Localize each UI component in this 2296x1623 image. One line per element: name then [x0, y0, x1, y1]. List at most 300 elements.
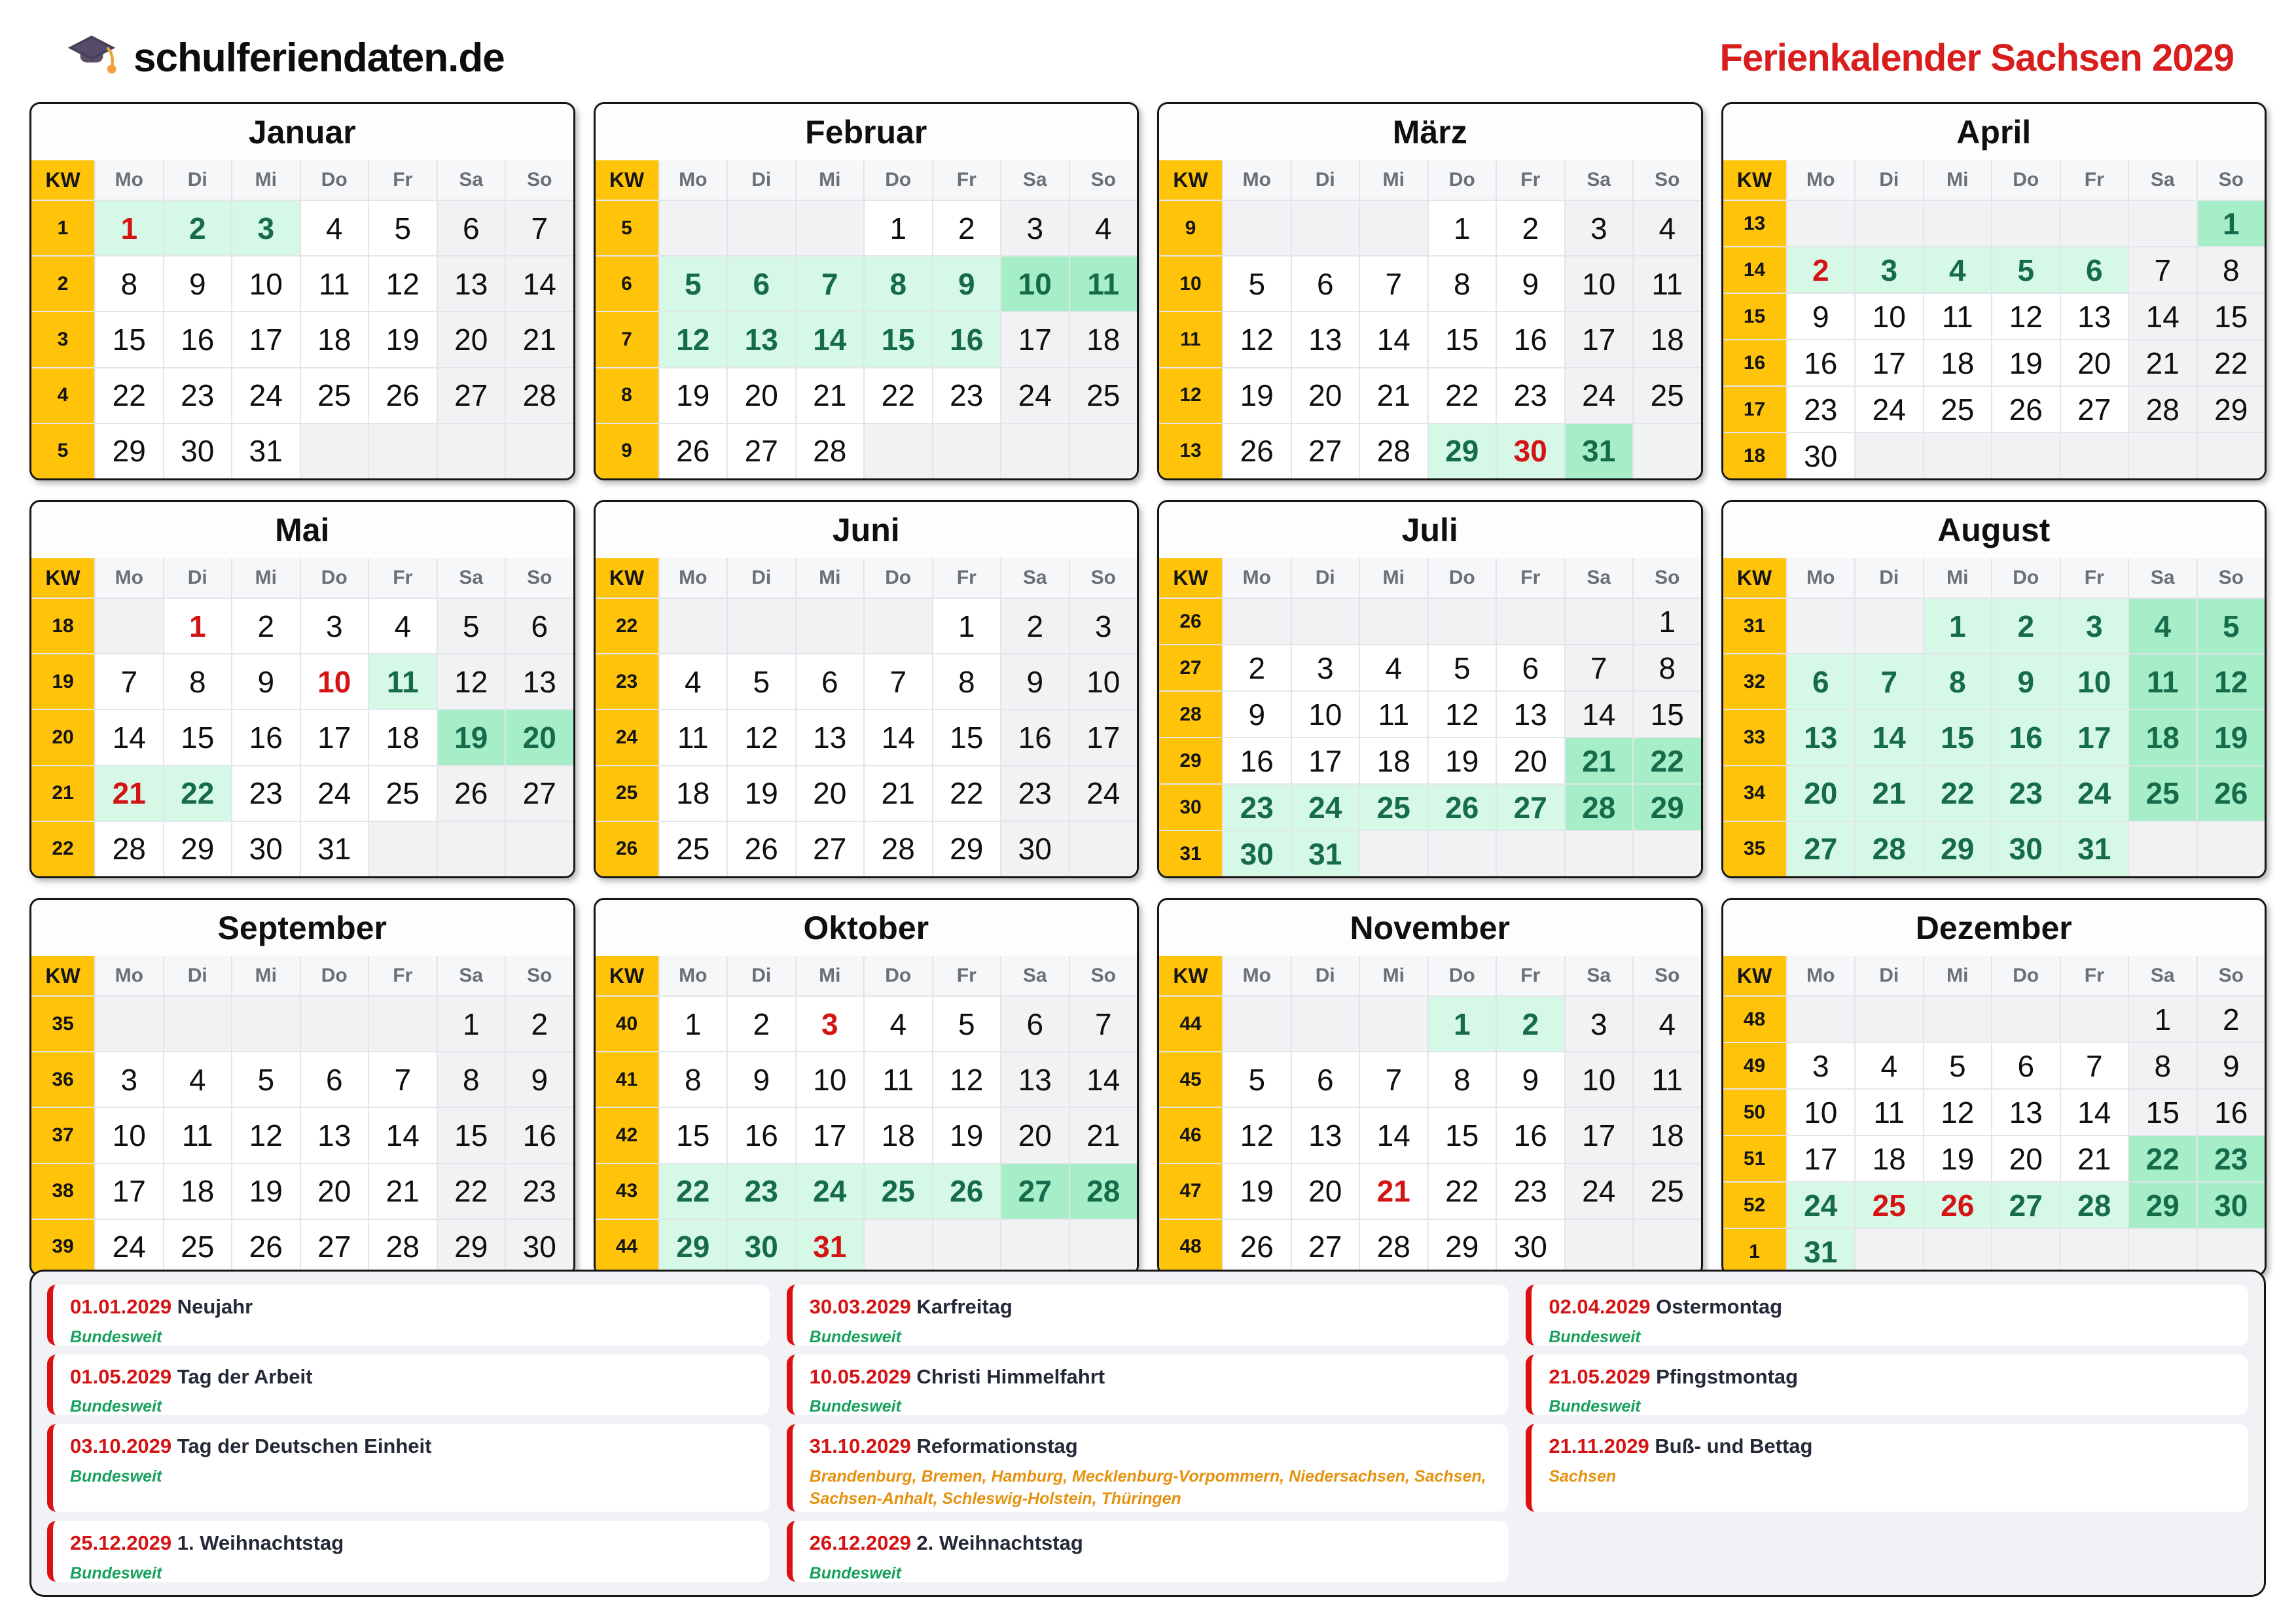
kw-header-cell: KW	[1159, 956, 1222, 995]
date-cell: 10	[1292, 692, 1359, 737]
date-cell: 13	[2061, 294, 2128, 339]
empty-cell	[96, 997, 163, 1051]
date-cell: 21	[1070, 1108, 1138, 1162]
holiday-title	[810, 1365, 1492, 1389]
date-cell: 3	[2061, 599, 2128, 653]
month-table	[596, 558, 1138, 876]
date-cell: 2	[232, 599, 300, 653]
empty-cell	[728, 599, 795, 653]
weekday-header-mi: Mi	[1360, 956, 1427, 995]
kw-cell: 5	[31, 424, 94, 478]
holiday-legend	[29, 1270, 2266, 1597]
date-cell: 30	[728, 1220, 795, 1274]
date-cell: 7	[506, 201, 573, 255]
weekday-header-di: Di	[728, 558, 795, 597]
weekday-header-fr: Fr	[933, 558, 1001, 597]
date-cell: 6	[1001, 997, 1069, 1051]
empty-cell	[96, 599, 163, 653]
month-marz	[1157, 102, 1703, 480]
date-cell: 28	[1360, 1220, 1427, 1274]
empty-cell	[865, 1220, 932, 1274]
date-cell: 14	[1360, 312, 1427, 366]
empty-cell	[1856, 1229, 1923, 1274]
weekday-header-mi: Mi	[1360, 558, 1427, 597]
date-cell: 12	[438, 654, 505, 709]
date-cell: 16	[1001, 710, 1069, 764]
kw-cell: 18	[1723, 433, 1786, 478]
empty-cell	[1856, 201, 1923, 246]
holiday-card	[1526, 1355, 2248, 1416]
empty-cell	[232, 997, 300, 1051]
date-cell: 6	[1992, 1043, 2060, 1088]
date-cell: 5	[2198, 599, 2265, 653]
month-table	[1159, 558, 1701, 876]
kw-cell: 9	[596, 424, 658, 478]
date-cell: 22	[1429, 1164, 1496, 1219]
kw-cell: 41	[596, 1052, 658, 1107]
empty-cell	[1360, 997, 1427, 1051]
date-cell: 12	[1429, 692, 1496, 737]
date-cell: 1	[660, 997, 727, 1051]
kw-header-cell: KW	[31, 956, 94, 995]
date-cell: 22	[2198, 340, 2265, 385]
holiday-name: Reformationstag	[910, 1435, 1078, 1458]
date-cell: 31	[1292, 831, 1359, 876]
date-cell: 15	[1429, 312, 1496, 366]
kw-cell: 31	[1723, 599, 1786, 653]
kw-cell: 20	[31, 710, 94, 764]
date-cell: 18	[1070, 312, 1138, 366]
empty-cell	[1856, 599, 1923, 653]
date-cell: 13	[1497, 692, 1564, 737]
date-cell: 19	[2198, 710, 2265, 764]
kw-cell: 17	[1723, 387, 1786, 432]
month-table	[596, 160, 1138, 478]
date-cell: 3	[1856, 247, 1923, 293]
date-cell: 23	[1001, 766, 1069, 821]
holiday-title	[70, 1531, 753, 1555]
empty-cell	[1924, 201, 1992, 246]
date-cell: 2	[1787, 247, 1855, 293]
site-logo[interactable]	[65, 31, 505, 84]
date-cell: 15	[438, 1108, 505, 1162]
date-cell: 14	[96, 710, 163, 764]
holiday-date: 02.04.2029	[1549, 1295, 1651, 1318]
holiday-region: Bundesweit	[70, 1564, 162, 1582]
date-cell: 16	[1223, 738, 1291, 783]
date-cell: 15	[933, 710, 1001, 764]
month-title: Oktober	[596, 900, 1138, 956]
date-cell: 22	[933, 766, 1001, 821]
date-cell: 19	[1223, 1164, 1291, 1219]
holiday-region: Bundesweit	[1549, 1327, 1641, 1346]
weekday-header-so: So	[1070, 956, 1138, 995]
kw-cell: 14	[1723, 247, 1786, 293]
date-cell: 23	[1497, 1164, 1564, 1219]
date-cell: 17	[232, 312, 300, 366]
date-cell: 2	[1992, 599, 2060, 653]
legend-empty-slot	[1526, 1521, 2248, 1582]
kw-cell: 48	[1723, 997, 1786, 1042]
date-cell: 6	[2061, 247, 2128, 293]
kw-cell: 35	[1723, 822, 1786, 876]
date-cell: 22	[1429, 368, 1496, 423]
empty-cell	[2129, 433, 2197, 478]
date-cell: 8	[164, 654, 232, 709]
empty-cell	[865, 424, 932, 478]
empty-cell	[301, 997, 368, 1051]
kw-cell: 32	[1723, 654, 1786, 709]
date-cell: 11	[2129, 654, 2197, 709]
date-cell: 10	[96, 1108, 163, 1162]
date-cell: 21	[96, 766, 163, 821]
empty-cell	[660, 599, 727, 653]
date-cell: 23	[1497, 368, 1564, 423]
empty-cell	[1787, 997, 1855, 1042]
date-cell: 16	[728, 1108, 795, 1162]
kw-cell: 49	[1723, 1043, 1786, 1088]
holiday-title	[70, 1295, 753, 1319]
date-cell: 6	[728, 257, 795, 311]
weekday-header-mi: Mi	[1924, 956, 1992, 995]
empty-cell	[1924, 1229, 1992, 1274]
date-cell: 3	[1292, 645, 1359, 690]
kw-cell: 31	[1159, 831, 1222, 876]
date-cell: 23	[1787, 387, 1855, 432]
date-cell: 16	[1787, 340, 1855, 385]
weekday-header-so: So	[506, 558, 573, 597]
date-cell: 19	[660, 368, 727, 423]
date-cell: 26	[1223, 424, 1291, 478]
month-title: September	[31, 900, 573, 956]
weekday-header-sa: Sa	[438, 558, 505, 597]
weekday-header-fr: Fr	[1497, 956, 1564, 995]
date-cell: 3	[1070, 599, 1138, 653]
date-cell: 16	[164, 312, 232, 366]
holiday-card	[47, 1355, 770, 1416]
date-cell: 30	[164, 424, 232, 478]
date-cell: 26	[728, 822, 795, 876]
date-cell: 22	[660, 1164, 727, 1219]
month-title: April	[1723, 104, 2265, 160]
holiday-name: Karfreitag	[910, 1295, 1013, 1318]
date-cell: 9	[506, 1052, 573, 1107]
empty-cell	[1070, 822, 1138, 876]
weekday-header-do: Do	[301, 160, 368, 200]
kw-cell: 4	[31, 368, 94, 423]
empty-cell	[2129, 822, 2197, 876]
kw-cell: 19	[31, 654, 94, 709]
month-mai	[29, 500, 575, 878]
holiday-region: Bundesweit	[70, 1327, 162, 1346]
date-cell: 19	[1992, 340, 2060, 385]
kw-cell: 1	[1723, 1229, 1786, 1274]
date-cell: 12	[1223, 1108, 1291, 1162]
date-cell: 14	[1070, 1052, 1138, 1107]
date-cell: 18	[1360, 738, 1427, 783]
date-cell: 17	[301, 710, 368, 764]
holiday-title	[810, 1435, 1492, 1458]
date-cell: 2	[1001, 599, 1069, 653]
date-cell: 8	[1924, 654, 1992, 709]
weekday-header-fr: Fr	[933, 160, 1001, 200]
month-table	[31, 956, 573, 1274]
date-cell: 21	[1360, 368, 1427, 423]
date-cell: 22	[2129, 1136, 2197, 1181]
kw-cell: 8	[596, 368, 658, 423]
date-cell: 15	[660, 1108, 727, 1162]
date-cell: 18	[301, 312, 368, 366]
date-cell: 25	[164, 1220, 232, 1274]
date-cell: 9	[1787, 294, 1855, 339]
date-cell: 7	[96, 654, 163, 709]
date-cell: 24	[1566, 1164, 1633, 1219]
holiday-date: 30.03.2029	[809, 1295, 911, 1318]
kw-header-cell: KW	[31, 160, 94, 200]
date-cell: 1	[1429, 997, 1496, 1051]
date-cell: 8	[1429, 1052, 1496, 1107]
date-cell: 10	[1566, 1052, 1633, 1107]
kw-cell: 48	[1159, 1220, 1222, 1274]
date-cell: 10	[1856, 294, 1923, 339]
date-cell: 17	[2061, 710, 2128, 764]
weekday-header-di: Di	[1292, 956, 1359, 995]
date-cell: 12	[369, 257, 437, 311]
empty-cell	[1497, 599, 1564, 644]
weekday-header-do: Do	[865, 956, 932, 995]
date-cell: 1	[1924, 599, 1992, 653]
date-cell: 28	[2061, 1183, 2128, 1228]
month-table	[1159, 956, 1701, 1274]
empty-cell	[1566, 599, 1633, 644]
holiday-name: Buß- und Bettag	[1649, 1435, 1813, 1458]
weekday-header-di: Di	[1856, 558, 1923, 597]
empty-cell	[369, 424, 437, 478]
kw-cell: 25	[596, 766, 658, 821]
weekday-header-mi: Mi	[232, 558, 300, 597]
weekday-header-sa: Sa	[2129, 558, 2197, 597]
date-cell: 2	[2198, 997, 2265, 1042]
date-cell: 28	[2129, 387, 2197, 432]
date-cell: 8	[660, 1052, 727, 1107]
weekday-header-di: Di	[164, 160, 232, 200]
holiday-region: Bundesweit	[70, 1467, 162, 1486]
weekday-header-di: Di	[164, 558, 232, 597]
kw-cell: 45	[1159, 1052, 1222, 1107]
date-cell: 7	[1070, 997, 1138, 1051]
date-cell: 25	[1360, 785, 1427, 830]
month-table	[31, 160, 573, 478]
date-cell: 24	[1566, 368, 1633, 423]
holiday-date: 25.12.2029	[70, 1531, 172, 1555]
weekday-header-di: Di	[728, 160, 795, 200]
date-cell: 22	[438, 1164, 505, 1219]
date-cell: 23	[164, 368, 232, 423]
date-cell: 28	[1360, 424, 1427, 478]
kw-cell: 47	[1159, 1164, 1222, 1219]
kw-cell: 22	[31, 822, 94, 876]
kw-cell: 44	[1159, 997, 1222, 1051]
date-cell: 4	[301, 201, 368, 255]
weekday-header-mo: Mo	[96, 956, 163, 995]
kw-cell: 39	[31, 1220, 94, 1274]
date-cell: 24	[1070, 766, 1138, 821]
empty-cell	[1856, 433, 1923, 478]
date-cell: 21	[369, 1164, 437, 1219]
empty-cell	[1924, 997, 1992, 1042]
date-cell: 23	[1223, 785, 1291, 830]
kw-cell: 11	[1159, 312, 1222, 366]
date-cell: 14	[797, 312, 864, 366]
date-cell: 27	[1787, 822, 1855, 876]
empty-cell	[1992, 997, 2060, 1042]
date-cell: 21	[797, 368, 864, 423]
empty-cell	[369, 997, 437, 1051]
kw-cell: 7	[596, 312, 658, 366]
date-cell: 9	[2198, 1043, 2265, 1088]
date-cell: 19	[369, 312, 437, 366]
kw-cell: 5	[596, 201, 658, 255]
date-cell: 3	[1787, 1043, 1855, 1088]
date-cell: 14	[369, 1108, 437, 1162]
date-cell: 26	[1992, 387, 2060, 432]
empty-cell	[1856, 997, 1923, 1042]
date-cell: 11	[865, 1052, 932, 1107]
empty-cell	[1223, 599, 1291, 644]
kw-cell: 43	[596, 1164, 658, 1219]
kw-header-cell: KW	[596, 160, 658, 200]
empty-cell	[1360, 831, 1427, 876]
date-cell: 4	[1360, 645, 1427, 690]
date-cell: 23	[933, 368, 1001, 423]
date-cell: 2	[1223, 645, 1291, 690]
kw-cell: 42	[596, 1108, 658, 1162]
date-cell: 20	[506, 710, 573, 764]
date-cell: 13	[1292, 1108, 1359, 1162]
date-cell: 14	[1360, 1108, 1427, 1162]
weekday-header-di: Di	[728, 956, 795, 995]
holiday-title	[1549, 1365, 2231, 1389]
empty-cell	[1566, 831, 1633, 876]
date-cell: 1	[438, 997, 505, 1051]
date-cell: 29	[1924, 822, 1992, 876]
holiday-name: Pfingstmontag	[1650, 1364, 1799, 1388]
site-logo-text: schulferiendaten.de	[134, 35, 505, 80]
date-cell: 8	[2198, 247, 2265, 293]
date-cell: 16	[1497, 312, 1564, 366]
date-cell: 17	[1292, 738, 1359, 783]
date-cell: 18	[1634, 1108, 1701, 1162]
month-dezember	[1721, 898, 2267, 1276]
date-cell: 29	[1429, 1220, 1496, 1274]
kw-header-cell: KW	[596, 558, 658, 597]
date-cell: 24	[797, 1164, 864, 1219]
kw-cell: 29	[1159, 738, 1222, 783]
weekday-header-mi: Mi	[797, 160, 864, 200]
date-cell: 25	[1070, 368, 1138, 423]
date-cell: 9	[1497, 1052, 1564, 1107]
date-cell: 7	[369, 1052, 437, 1107]
date-cell: 9	[164, 257, 232, 311]
date-cell: 16	[1497, 1108, 1564, 1162]
date-cell: 12	[1992, 294, 2060, 339]
empty-cell	[1429, 831, 1496, 876]
weekday-header-sa: Sa	[2129, 956, 2197, 995]
date-cell: 5	[369, 201, 437, 255]
date-cell: 27	[1001, 1164, 1069, 1219]
date-cell: 5	[1924, 1043, 1992, 1088]
date-cell: 17	[1856, 340, 1923, 385]
month-title: Mai	[31, 502, 573, 558]
empty-cell	[1429, 599, 1496, 644]
date-cell: 1	[1429, 201, 1496, 255]
date-cell: 5	[660, 257, 727, 311]
date-cell: 13	[301, 1108, 368, 1162]
date-cell: 22	[1924, 766, 1992, 821]
month-juni	[594, 500, 1139, 878]
empty-cell	[2198, 433, 2265, 478]
date-cell: 24	[1292, 785, 1359, 830]
date-cell: 15	[1429, 1108, 1496, 1162]
weekday-header-fr: Fr	[1497, 160, 1564, 200]
weekday-header-mo: Mo	[96, 558, 163, 597]
date-cell: 11	[301, 257, 368, 311]
kw-cell: 38	[31, 1164, 94, 1219]
date-cell: 11	[1070, 257, 1138, 311]
date-cell: 1	[1634, 599, 1701, 644]
date-cell: 20	[438, 312, 505, 366]
date-cell: 11	[369, 654, 437, 709]
holiday-date: 26.12.2029	[809, 1531, 911, 1555]
month-table	[1723, 956, 2265, 1274]
holiday-card	[47, 1521, 770, 1582]
month-september	[29, 898, 575, 1276]
date-cell: 2	[1497, 997, 1564, 1051]
empty-cell	[1223, 201, 1291, 255]
date-cell: 20	[1292, 1164, 1359, 1219]
date-cell: 21	[506, 312, 573, 366]
month-title: März	[1159, 104, 1701, 160]
kw-cell: 30	[1159, 785, 1222, 830]
date-cell: 30	[232, 822, 300, 876]
weekday-header-sa: Sa	[1566, 558, 1633, 597]
date-cell: 6	[1497, 645, 1564, 690]
holiday-date: 01.01.2029	[70, 1295, 172, 1318]
date-cell: 29	[2129, 1183, 2197, 1228]
kw-cell: 46	[1159, 1108, 1222, 1162]
date-cell: 25	[1856, 1183, 1923, 1228]
weekday-header-mi: Mi	[232, 956, 300, 995]
date-cell: 11	[164, 1108, 232, 1162]
weekday-header-do: Do	[1429, 558, 1496, 597]
empty-cell	[1992, 1229, 2060, 1274]
holiday-date: 10.05.2029	[809, 1364, 911, 1388]
weekday-header-mi: Mi	[232, 160, 300, 200]
date-cell: 10	[1787, 1090, 1855, 1135]
kw-header-cell: KW	[596, 956, 658, 995]
month-title: Januar	[31, 104, 573, 160]
date-cell: 27	[1992, 1183, 2060, 1228]
date-cell: 3	[96, 1052, 163, 1107]
holiday-card	[1526, 1424, 2248, 1512]
date-cell: 10	[301, 654, 368, 709]
kw-cell: 33	[1723, 710, 1786, 764]
date-cell: 10	[1001, 257, 1069, 311]
weekday-header-mi: Mi	[1360, 160, 1427, 200]
date-cell: 20	[797, 766, 864, 821]
date-cell: 30	[1497, 424, 1564, 478]
weekday-header-so: So	[1070, 558, 1138, 597]
